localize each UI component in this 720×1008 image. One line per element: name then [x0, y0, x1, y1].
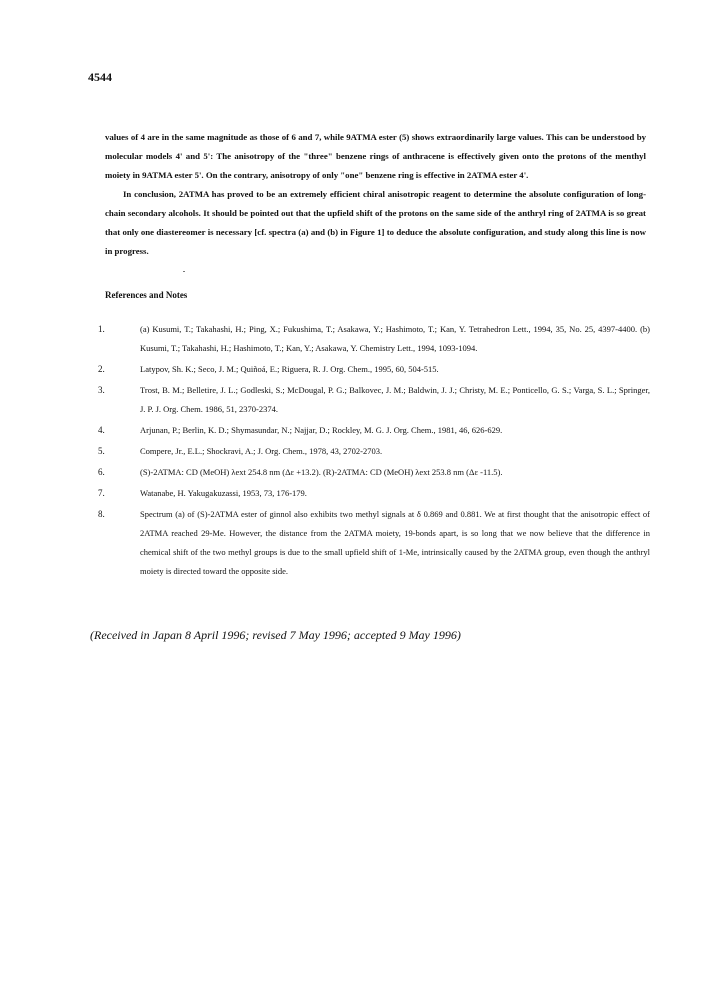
reference-item-6 [98, 463, 650, 482]
reference-text: Trost, B. M.; Belletire, J. L.; Godleski, S.; McDougal, P. G.; Balkovec, J. M.; Baldwin, J. J.; Christy, M. E.; Ponticello, G. S.; Varga, S. L.; Springer, J. P. J. Org. Chem. 1986, 51, 2370-2374. [140, 385, 650, 414]
reference-text: Compere, Jr., E.L.; Shockravi, A.; J. Org. Chem., 1978, 43, 2702-2703. [140, 446, 383, 456]
reference-text: Latypov, Sh. K.; Seco, J. M.; Quiñoá, E.; Riguera, R. J. Org. Chem., 1995, 60, 504-515. [140, 364, 439, 374]
reference-number: 3. [98, 385, 105, 395]
reference-text: Spectrum (a) of (S)-2ATMA ester of ginnol also exhibits two methyl signals at δ 0.869 and 0.881. We at first thought that the anisotropic effect of 2ATMA reached 29-Me. However, the distance from the 2ATMA moiety, 19-bonds apart, is so long that we now believe that the difference in chemical shift of the two methyl groups is due to the small upfield shift of 1-Me, intrinsically caused by the 2ATMA group, even though the anthryl moiety is directed toward the opposite side. [140, 509, 650, 576]
stray-mark [183, 271, 185, 272]
reference-number: 7. [98, 488, 105, 498]
body-paragraph-1: values of 4 are in the same magnitude as those of 6 and 7, while 9ATMA ester (5) shows extraordinarily large values. This can be understood by molecular models 4' and 5': The anisotropy of the "three" benzene rings of anthracene is effectively given onto the protons of the menthyl moiety in 9ATMA ester 5'. On the contrary, anisotropy of only "one" benzene ring is effective in 2ATMA ester 4'. [105, 132, 646, 180]
reference-number: 8. [98, 509, 105, 519]
reference-text: (a) Kusumi, T.; Takahashi, H.; Ping, X.; Fukushima, T.; Asakawa, Y.; Hashimoto, T.; Kan, Y. Tetrahedron Lett., 1994, 35, No. 25, 4397-4400. (b) Kusumi, T.; Takahashi, H.; Hashimoto, T.; Kan, Y.; Asakawa, Y. Chemistry Lett., 1994, 1093-1094. [140, 324, 650, 353]
reference-item-2 [98, 360, 650, 379]
reference-number: 2. [98, 364, 105, 374]
reference-number: 5. [98, 446, 105, 456]
reference-item-4 [98, 421, 650, 440]
reference-number: 6. [98, 467, 105, 477]
reference-text: Watanabe, H. Yakugakuzassi, 1953, 73, 176-179. [140, 488, 307, 498]
reference-item-8 [98, 505, 650, 581]
reference-text: Arjunan, P.; Berlin, K. D.; Shymasundar, N.; Najjar, D.; Rockley, M. G. J. Org. Chem., 1981, 46, 626-629. [140, 425, 503, 435]
reference-item-3 [98, 381, 650, 419]
reference-item-1 [98, 320, 650, 358]
body-text [105, 128, 646, 261]
body-paragraph-2: In conclusion, 2ATMA has proved to be an extremely efficient chiral anisotropic reagent to determine the absolute configuration of long-chain secondary alcohols. It should be pointed out that the upfield shift of the protons on the same side of the anthryl ring of 2ATMA is so great that only one diastereomer is necessary [cf. spectra (a) and (b) in Figure 1] to deduce the absolute configuration, and study along this line is now in progress. [105, 189, 646, 256]
reference-number: 1. [98, 324, 105, 334]
received-dates: (Received in Japan 8 April 1996; revised 7 May 1996; accepted 9 May 1996) [90, 628, 461, 642]
reference-list [98, 320, 650, 583]
reference-text: (S)-2ATMA: CD (MeOH) λext 254.8 nm (Δε +13.2). (R)-2ATMA: CD (MeOH) λext 253.8 nm (Δε -11.5). [140, 467, 503, 477]
reference-item-5 [98, 442, 650, 461]
page-number: 4544 [88, 70, 112, 84]
reference-number: 4. [98, 425, 105, 435]
reference-item-7 [98, 484, 650, 503]
references-heading: References and Notes [105, 290, 188, 300]
